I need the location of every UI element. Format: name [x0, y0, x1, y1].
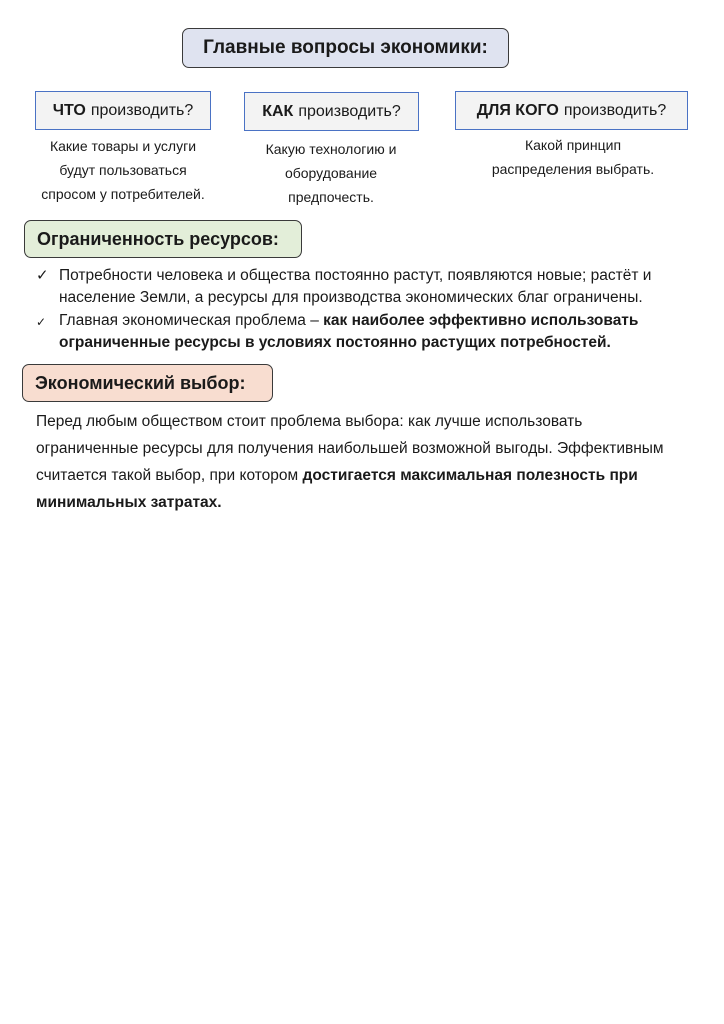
question-what-bold: ЧТО — [52, 101, 86, 119]
bullet-text: Главная экономическая проблема – — [59, 312, 324, 329]
question-what-box — [35, 91, 211, 130]
question-how-desc — [236, 137, 426, 209]
question-how-box — [244, 92, 419, 131]
question-what-desc-line: Какие товары и услуги — [49, 138, 197, 154]
question-how-desc-line: оборудование — [284, 165, 378, 181]
question-how-bold: КАК — [262, 102, 294, 120]
checkmark-icon: ✓ — [36, 315, 47, 329]
question-for-whom-desc — [468, 133, 678, 181]
list-item — [36, 265, 696, 309]
question-for-whom-desc-line: Какой принцип — [524, 137, 622, 153]
question-what-desc-line: спросом у потребителей. — [41, 186, 205, 202]
choice-heading: Экономический выбор: — [22, 364, 273, 402]
question-what-desc — [20, 134, 226, 206]
main-title: Главные вопросы экономики: — [182, 28, 509, 68]
list-item — [36, 310, 696, 354]
choice-bold-text: достигается максимальная полезность при минимальных затратах. — [36, 467, 638, 511]
choice-paragraph — [36, 408, 676, 516]
question-for-whom-rest: производить? — [563, 101, 667, 119]
question-for-whom-bold: ДЛЯ КОГО — [476, 101, 559, 119]
question-for-whom-box — [455, 91, 688, 130]
question-how-desc-line: предпочесть. — [288, 189, 374, 205]
bullet-text: Потребности человека и общества постоянно растут, появляются новые; растёт и население Земли, а ресурсы для производства экономических благ ограничены. — [59, 267, 652, 306]
question-what-desc-line: будут пользоваться — [59, 162, 187, 178]
choice-text: Перед любым обществом стоит проблема выбора: как лучше использовать ограниченные ресурсы для получения наибольшей возможной выгоды. Эффективным считается такой выбор, при котором — [36, 413, 664, 484]
question-what-rest: производить? — [90, 101, 194, 119]
question-how-desc-line: Какую технологию и — [265, 141, 397, 157]
bullet-bold-text: как наиболее эффективно использовать ограниченные ресурсы в условиях постоянно растущих потребностей. — [59, 312, 639, 351]
question-for-whom-desc-line: распределения выбрать. — [491, 161, 655, 177]
checkmark-icon: ✓ — [36, 267, 49, 284]
question-how-rest: производить? — [298, 102, 401, 120]
scarcity-bullets — [36, 265, 696, 354]
scarcity-heading: Ограниченность ресурсов: — [24, 220, 302, 258]
